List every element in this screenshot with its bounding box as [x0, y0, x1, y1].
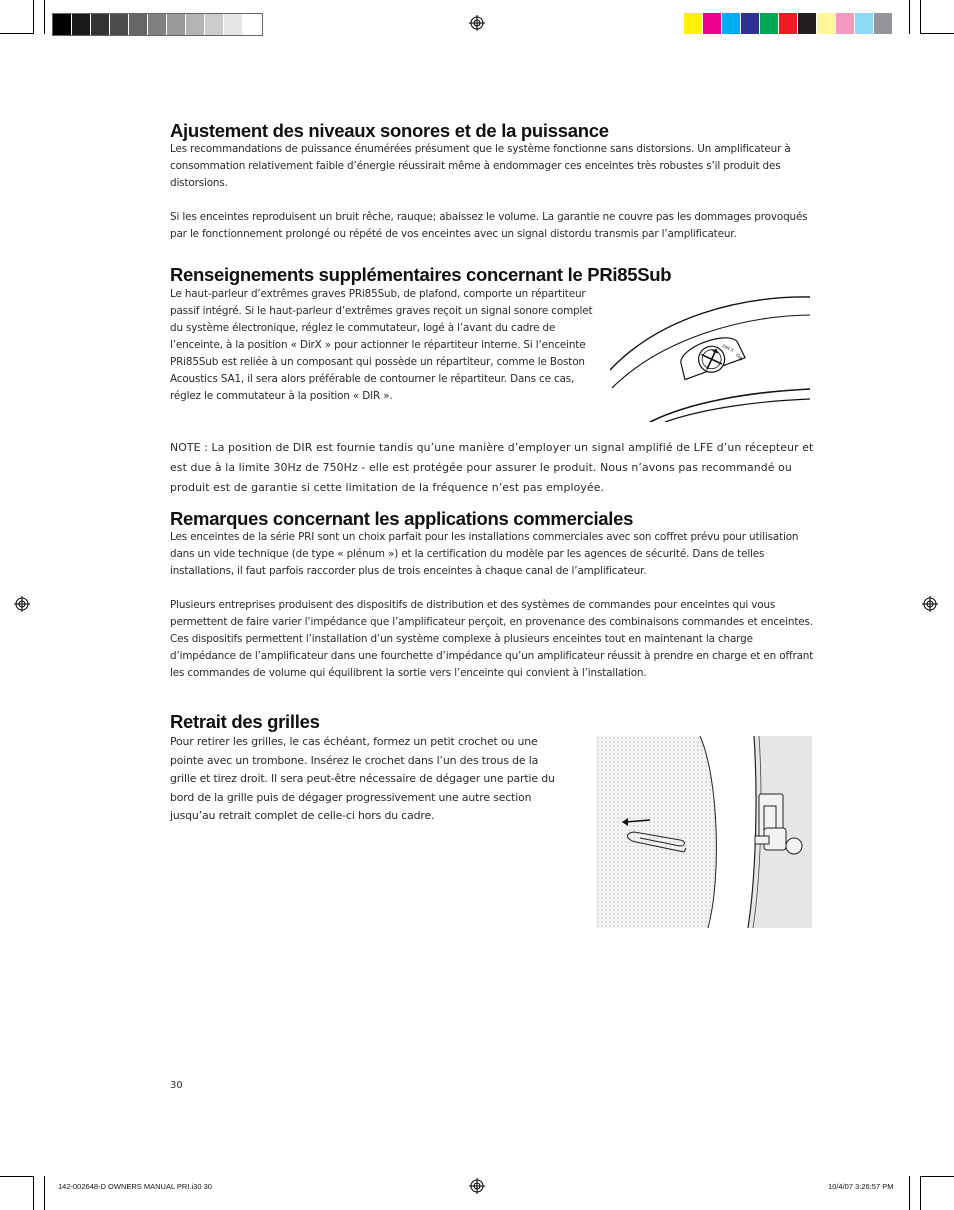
- crop-mark: [920, 0, 921, 34]
- calibration-swatch: [722, 13, 741, 34]
- footer-file-info: 142-002648-D OWNERS MANUAL PRI.i30 30: [58, 1182, 212, 1191]
- registration-target-icon: [469, 1178, 485, 1194]
- levels-paragraph-2: Si les enceintes reproduisent un bruit rêche, rauque; abaissez le volume. La garantie ne couvre pas les dommages provoqués par le fonctionnement prolongé ou répété de vos enceintes avec un signal distordu transmis par l’amplificateur.: [170, 211, 808, 240]
- calibration-swatch: [779, 13, 798, 34]
- crop-mark: [44, 1176, 45, 1210]
- footer-timestamp: 10/4/07 3:26:57 PM: [828, 1182, 894, 1191]
- section-title-grilles: Retrait des grilles: [170, 711, 320, 732]
- grilles-paragraph: Pour retirer les grilles, le cas échéant, formez un petit crochet ou une pointe avec un trombone. Insérez le crochet dans l’un des trous de la grille et tirez droit. Il sera peut-être nécessaire de dégager une partie du bord de la grille puis de dégager progressivement une autre section jusqu’au retrait complet de celle-ci hors du cadre.: [170, 735, 555, 822]
- calibration-swatch: [129, 14, 148, 35]
- crop-mark: [33, 1176, 34, 1210]
- calibration-swatch: [817, 13, 836, 34]
- crop-mark: [44, 0, 45, 34]
- crop-mark: [920, 33, 954, 34]
- calibration-swatch: [703, 13, 722, 34]
- commercial-paragraph-1: Les enceintes de la série PRI sont un choix parfait pour les installations commerciales avec son coffret prévu pour utilisation dans un vide technique (de type « plénum ») et la certification du modèle par les agences de sécurité. Dans de telles installations, il faut parfois raccorder plus de trois enceintes à chaque canal de l’amplificateur.: [170, 531, 799, 577]
- calibration-swatch: [186, 14, 205, 35]
- section-title-pri85sub: Renseignements supplémentaires concernant le PRi85Sub: [170, 264, 672, 285]
- crop-mark: [0, 1176, 34, 1177]
- registration-target-icon: [922, 596, 938, 612]
- crossover-switch-illustration: [610, 292, 810, 422]
- calibration-swatch: [798, 13, 817, 34]
- calibration-swatch: [836, 13, 855, 34]
- note-lead: NOTE :: [170, 441, 208, 454]
- section-title-commercial: Remarques concernant les applications commerciales: [170, 508, 634, 529]
- note-paragraph: [170, 438, 820, 498]
- calibration-swatch: [684, 13, 703, 34]
- registration-target-icon: [469, 15, 485, 31]
- calibration-swatch: [53, 14, 72, 35]
- calibration-swatch: [874, 13, 893, 34]
- registration-target-icon: [14, 596, 30, 612]
- calibration-swatch: [91, 14, 110, 35]
- commercial-paragraph-2: Plusieurs entreprises produisent des dispositifs de distribution et des systèmes de commandes pour enceintes qui vous permettent de faire varier l’impédance que l’amplificateur perçoit, en provenance des combinaisons commandes et enceintes. Ces dispositifs permettent l’installation d’un système complexe à plusieurs enceintes tout en maintenant la charge d’impédance de l’amplificateur dans une fourchette d’impédance qu’un amplificateur réussit à prendre en charge et en offrant les commandes de volume qui équilibrent la sortie vers l’enceinte qui convient à l’installation.: [170, 599, 814, 679]
- section-title-levels: Ajustement des niveaux sonores et de la puissance: [170, 120, 609, 141]
- note-text: La position de DIR est fournie tandis qu’une manière d’employer un signal amplifié de LFE d’un récepteur et est due à la limite 30Hz de 750Hz - elle est protégée pour assurer le produit. Nous n’avons pas recommandé ou produit est de garantie si cette limitation de la fréquence n’est pas employée.: [170, 441, 814, 494]
- crossover-switch: [675, 331, 746, 382]
- color-calibration-bar: [684, 13, 893, 34]
- calibration-swatch: [243, 14, 262, 35]
- calibration-swatch: [110, 14, 129, 35]
- calibration-swatch: [167, 14, 186, 35]
- crop-mark: [909, 0, 910, 34]
- calibration-swatch: [72, 14, 91, 35]
- calibration-swatch: [855, 13, 874, 34]
- speaker-frame-inner-arc: [665, 399, 810, 422]
- calibration-swatch: [148, 14, 167, 35]
- grayscale-calibration-bar: [52, 13, 263, 36]
- speaker-frame-inner-arc: [650, 389, 810, 422]
- calibration-swatch: [224, 14, 243, 35]
- crop-mark: [920, 1176, 954, 1177]
- grille-mesh: [596, 736, 716, 928]
- crop-mark: [920, 1176, 921, 1210]
- pri85sub-paragraph: Le haut-parleur d’extrêmes graves PRi85Sub, de plafond, comporte un répartiteur passif intégré. Si le haut-parleur d’extrêmes graves reçoit un signal sonore complet du système électronique, réglez le commutateur, logé à l’avant du cadre de l’enceinte, à la position « DirX » pour actionner le répartiteur interne. Si l’enceinte PRi85Sub est reliée à un composant qui possède un répartiteur, comme le Boston Acoustics SA1, il sera alors préférable de contourner le répartiteur. Dans ce cas, réglez le commutateur à la position « DIR ».: [170, 288, 593, 402]
- crop-mark: [909, 1176, 910, 1210]
- crop-mark: [0, 33, 34, 34]
- grille-removal-illustration: [596, 736, 812, 928]
- calibration-swatch: [760, 13, 779, 34]
- calibration-swatch: [205, 14, 224, 35]
- switch-label-dir: DIR: [735, 352, 744, 362]
- crop-mark: [33, 0, 34, 34]
- calibration-swatch: [741, 13, 760, 34]
- switch-label-dirx: DIR X: [721, 343, 735, 353]
- page-number: 30: [170, 1080, 183, 1091]
- levels-paragraph-1: Les recommandations de puissance énumérées présument que le système fonctionne sans distorsions. Un amplificateur à consommation relativement faible d’énergie réussirait même à endommager ces enceintes très robustes s’il produit des distorsions.: [170, 143, 791, 189]
